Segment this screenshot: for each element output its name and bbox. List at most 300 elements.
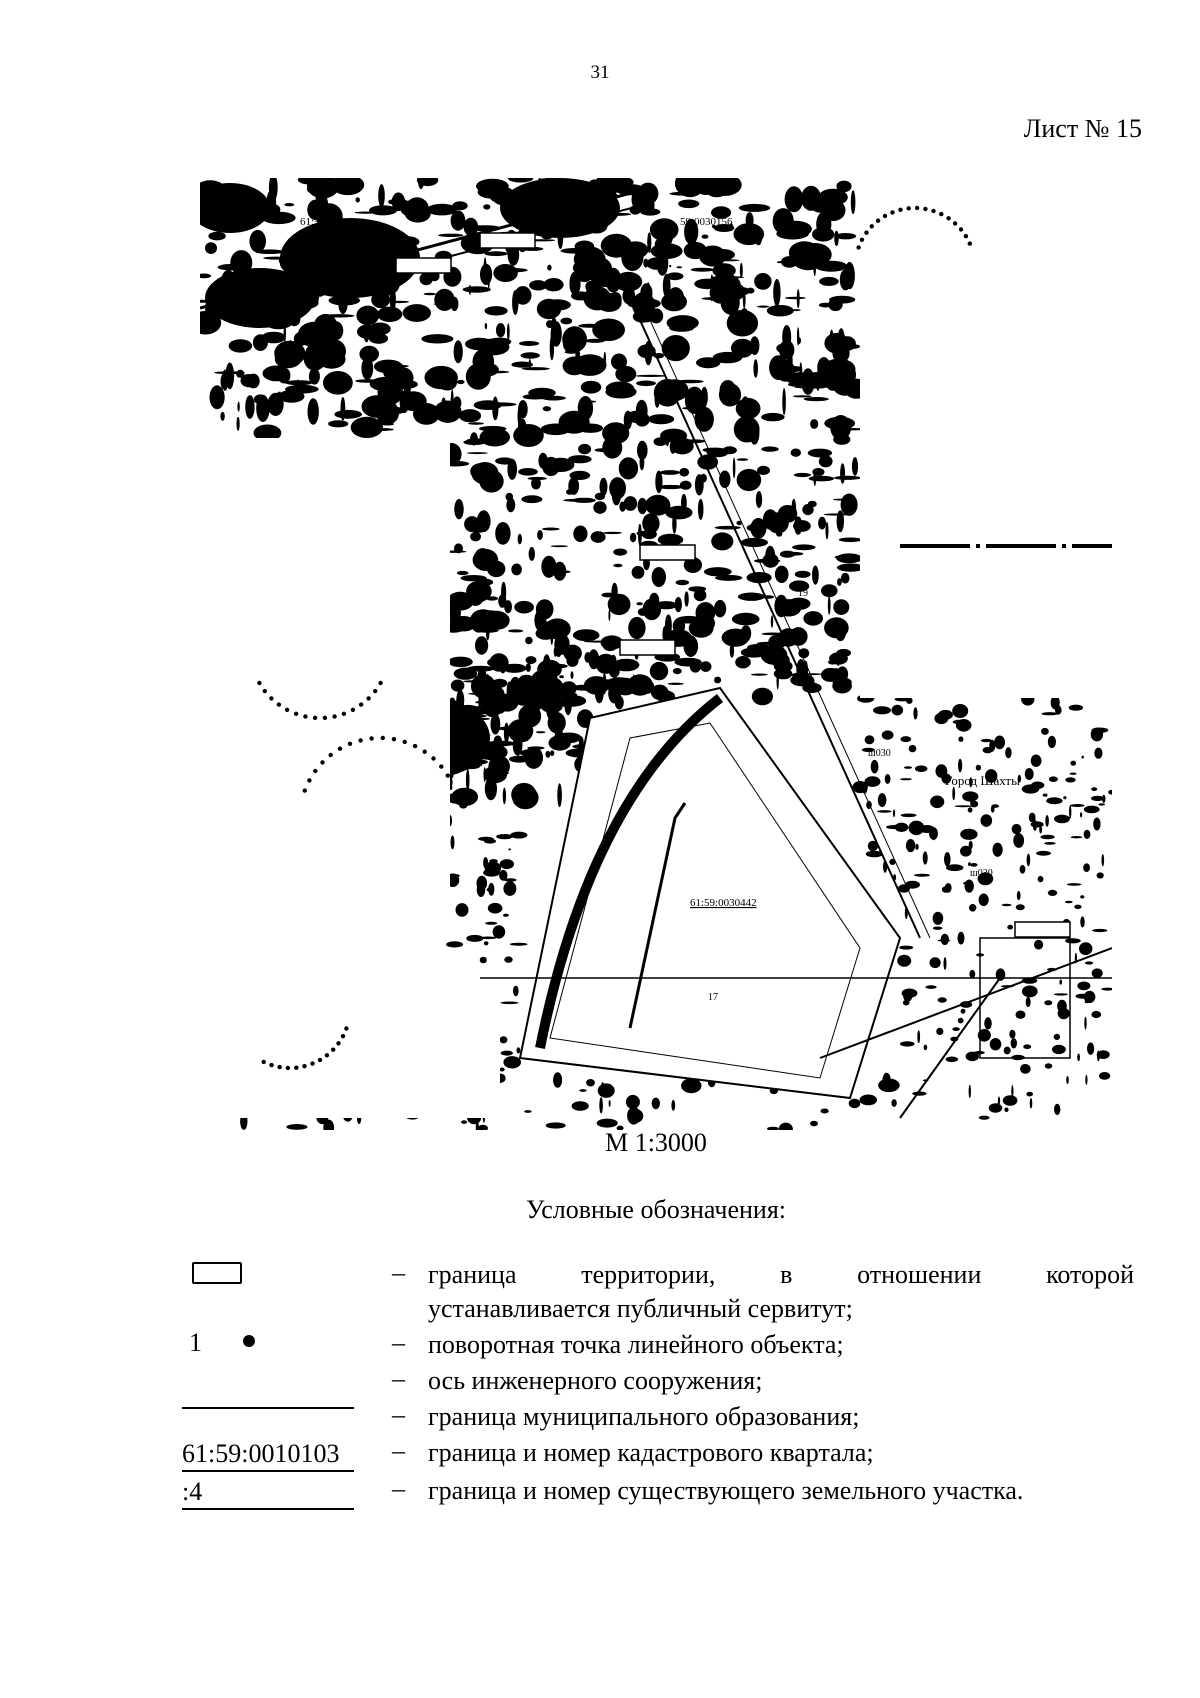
texture-blob bbox=[1080, 812, 1082, 817]
texture-blob bbox=[564, 645, 582, 662]
texture-blob bbox=[500, 661, 507, 674]
texture-blob bbox=[510, 832, 527, 839]
texture-blob bbox=[453, 396, 462, 409]
texture-blob bbox=[459, 409, 481, 422]
texture-blob bbox=[511, 564, 522, 576]
texture-blob bbox=[500, 1068, 505, 1072]
texture-blob bbox=[446, 941, 463, 947]
texture-blob bbox=[304, 346, 327, 371]
texture-blob bbox=[1044, 1000, 1052, 1005]
texture-blob bbox=[388, 199, 407, 206]
arc-dot bbox=[378, 681, 382, 685]
texture-blob bbox=[609, 1100, 611, 1107]
texture-blob bbox=[284, 203, 294, 206]
texture-blob bbox=[793, 395, 812, 397]
texture-blob bbox=[835, 233, 856, 239]
texture-blob bbox=[1048, 736, 1056, 748]
texture-blob bbox=[623, 287, 636, 305]
texture-blob bbox=[1083, 863, 1090, 872]
label-quarter-top-mid: 59:0030156 bbox=[680, 216, 733, 228]
texture-blob bbox=[641, 680, 655, 694]
texture-blob bbox=[285, 385, 319, 394]
texture-blob bbox=[288, 340, 294, 364]
texture-blob bbox=[564, 692, 572, 715]
texture-blob bbox=[1012, 824, 1022, 834]
texture-blob bbox=[702, 235, 709, 239]
arc-dot bbox=[338, 747, 342, 751]
texture-blob bbox=[457, 571, 469, 575]
texture-blob bbox=[210, 385, 225, 409]
texture-blob bbox=[962, 791, 978, 801]
texture-blob bbox=[381, 423, 394, 426]
label-parcel-main: 61:59:0030442 bbox=[690, 897, 757, 909]
texture-blob bbox=[673, 668, 682, 674]
texture-blob bbox=[601, 234, 632, 258]
texture-blob bbox=[1045, 815, 1049, 827]
texture-blob bbox=[1016, 904, 1025, 910]
texture-blob bbox=[475, 701, 494, 704]
servitude-rect-1[interactable] bbox=[480, 233, 535, 248]
texture-blob bbox=[825, 668, 845, 674]
texture-blob bbox=[470, 532, 481, 542]
texture-blob bbox=[649, 308, 663, 323]
texture-blob bbox=[541, 632, 567, 639]
texture-blob bbox=[655, 389, 660, 407]
texture-blob bbox=[681, 494, 687, 512]
texture-blob bbox=[878, 1079, 900, 1093]
texture-blob bbox=[518, 534, 522, 545]
texture-blob bbox=[374, 360, 403, 374]
texture-blob bbox=[882, 730, 894, 739]
texture-blob bbox=[901, 736, 912, 742]
texture-blob bbox=[486, 623, 490, 640]
texture-blob bbox=[824, 617, 849, 638]
texture-blob bbox=[1005, 747, 1011, 758]
texture-blob bbox=[669, 265, 671, 267]
texture-blob bbox=[703, 616, 715, 630]
arc-dot bbox=[959, 227, 963, 231]
texture-blob bbox=[828, 660, 837, 665]
texture-blob bbox=[773, 279, 780, 306]
legend-symbol-parcel: :4 bbox=[182, 1476, 354, 1510]
texture-blob bbox=[733, 458, 736, 479]
texture-blob bbox=[606, 382, 635, 396]
texture-blob bbox=[501, 582, 506, 604]
texture-blob bbox=[652, 567, 666, 587]
arc-dot bbox=[320, 760, 324, 764]
arc-dot bbox=[968, 241, 972, 245]
texture-blob bbox=[761, 413, 784, 421]
texture-blob bbox=[944, 957, 947, 970]
arc-dot bbox=[277, 702, 281, 706]
texture-blob bbox=[1027, 854, 1031, 867]
texture-blob bbox=[459, 657, 462, 662]
texture-blob bbox=[924, 1045, 928, 1051]
texture-blob bbox=[611, 583, 617, 601]
servitude-rect-5[interactable] bbox=[1015, 922, 1070, 937]
arc-dot bbox=[285, 708, 289, 712]
texture-blob bbox=[485, 323, 487, 329]
arc-dot bbox=[310, 1061, 314, 1065]
texture-blob bbox=[981, 814, 993, 827]
texture-blob bbox=[841, 494, 858, 516]
texture-blob bbox=[715, 575, 742, 581]
texture-blob bbox=[598, 1083, 615, 1097]
texture-blob bbox=[586, 282, 589, 291]
texture-blob bbox=[517, 1047, 521, 1053]
arc-dot bbox=[351, 708, 355, 712]
texture-blob bbox=[370, 428, 394, 431]
texture-blob bbox=[551, 545, 568, 547]
texture-blob bbox=[1054, 815, 1070, 824]
arc-dot bbox=[341, 1034, 345, 1038]
texture-blob bbox=[1002, 904, 1012, 907]
texture-blob bbox=[761, 446, 778, 451]
texture-blob bbox=[685, 387, 704, 414]
texture-blob bbox=[507, 682, 513, 700]
texture-blob bbox=[812, 566, 819, 585]
texture-blob bbox=[830, 330, 834, 353]
texture-blob bbox=[484, 251, 507, 256]
texture-blob bbox=[651, 243, 683, 259]
texture-blob bbox=[1039, 826, 1042, 834]
texture-blob bbox=[1046, 797, 1062, 804]
texture-blob bbox=[454, 543, 463, 553]
texture-blob bbox=[703, 448, 725, 453]
texture-blob bbox=[654, 437, 668, 446]
texture-blob bbox=[573, 685, 596, 691]
texture-blob bbox=[778, 221, 812, 238]
texture-blob bbox=[1054, 1034, 1060, 1040]
texture-blob bbox=[901, 814, 917, 818]
texture-blob bbox=[1043, 794, 1048, 797]
texture-blob bbox=[526, 656, 537, 664]
texture-blob bbox=[756, 491, 762, 508]
texture-blob bbox=[627, 1107, 640, 1125]
texture-blob bbox=[508, 629, 523, 632]
texture-blob bbox=[1011, 1038, 1017, 1048]
texture-blob bbox=[732, 613, 760, 626]
texture-blob bbox=[668, 683, 684, 685]
texture-blob bbox=[810, 419, 818, 429]
arc-dot bbox=[931, 209, 935, 213]
arc-dot bbox=[269, 1063, 273, 1067]
texture-blob bbox=[993, 843, 1003, 857]
texture-blob bbox=[1004, 1047, 1011, 1055]
texture-blob bbox=[642, 513, 659, 533]
texture-blob bbox=[405, 205, 431, 223]
texture-blob bbox=[560, 318, 572, 325]
texture-blob bbox=[960, 846, 972, 857]
arc-dot bbox=[439, 764, 443, 768]
texture-blob bbox=[602, 673, 606, 694]
arc-dot bbox=[864, 231, 868, 235]
texture-blob bbox=[666, 272, 683, 280]
texture-blob bbox=[662, 335, 690, 361]
texture-blob bbox=[747, 644, 771, 651]
texture-blob bbox=[524, 1110, 532, 1113]
texture-blob bbox=[711, 276, 745, 278]
texture-blob bbox=[557, 783, 562, 807]
texture-blob bbox=[581, 381, 602, 394]
texture-blob bbox=[675, 597, 682, 612]
arc-dot bbox=[323, 716, 327, 720]
texture-blob bbox=[484, 941, 489, 945]
texture-blob bbox=[834, 476, 861, 480]
texture-blob bbox=[496, 323, 505, 337]
texture-blob bbox=[518, 468, 538, 476]
texture-blob bbox=[979, 1116, 990, 1120]
texture-blob bbox=[503, 914, 509, 917]
texture-blob bbox=[494, 736, 502, 747]
legend-dash-2: – bbox=[392, 1328, 405, 1357]
texture-blob bbox=[1036, 851, 1051, 856]
texture-blob bbox=[447, 367, 451, 382]
arc-dot bbox=[403, 740, 407, 744]
texture-blob bbox=[485, 466, 496, 480]
texture-blob bbox=[727, 310, 758, 337]
page-number: 31 bbox=[590, 62, 610, 83]
label-point-17: 17 bbox=[708, 992, 718, 1003]
texture-blob bbox=[1063, 796, 1066, 799]
texture-blob bbox=[1065, 901, 1073, 904]
texture-blob bbox=[739, 204, 771, 212]
texture-blob bbox=[774, 660, 793, 672]
texture-blob bbox=[930, 957, 941, 968]
texture-blob bbox=[1084, 830, 1091, 839]
texture-blob bbox=[837, 578, 842, 586]
texture-blob bbox=[1093, 818, 1100, 831]
map-svg[interactable] bbox=[200, 178, 1112, 1130]
map[interactable] bbox=[200, 178, 1112, 1130]
texture-blob bbox=[935, 716, 946, 718]
sheet-label: Лист № 15 bbox=[1023, 114, 1142, 143]
texture-blob bbox=[1048, 890, 1057, 896]
texture-blob bbox=[969, 970, 975, 978]
texture-blob bbox=[648, 414, 674, 424]
texture-blob bbox=[821, 1109, 829, 1114]
arc-dot bbox=[329, 753, 333, 757]
texture-blob bbox=[586, 1079, 595, 1086]
arc-dot bbox=[964, 234, 968, 238]
texture-blob bbox=[1042, 712, 1059, 715]
texture-blob bbox=[1065, 777, 1075, 782]
texture-blob bbox=[969, 904, 976, 912]
texture-blob bbox=[981, 739, 992, 742]
texture-blob bbox=[979, 894, 989, 907]
texture-blob bbox=[503, 788, 506, 805]
texture-blob bbox=[754, 273, 771, 290]
texture-blob bbox=[741, 396, 749, 412]
texture-blob bbox=[919, 825, 934, 833]
texture-blob bbox=[611, 275, 621, 283]
texture-blob bbox=[1031, 755, 1042, 767]
texture-blob bbox=[323, 371, 353, 395]
texture-blob bbox=[990, 1038, 1002, 1050]
servitude-rect-3[interactable] bbox=[640, 545, 695, 560]
blank-region-left bbox=[200, 438, 450, 918]
texture-blob bbox=[501, 1051, 513, 1056]
legend-text-4: граница муниципального образования; bbox=[428, 1402, 860, 1431]
texture-blob bbox=[632, 566, 645, 579]
texture-blob bbox=[803, 611, 823, 626]
texture-blob bbox=[740, 287, 750, 295]
texture-blob bbox=[1011, 1085, 1013, 1098]
texture-blob bbox=[1041, 728, 1049, 735]
texture-blob bbox=[489, 859, 497, 863]
texture-blob bbox=[698, 499, 704, 520]
texture-blob bbox=[679, 468, 689, 477]
texture-blob bbox=[504, 878, 517, 881]
texture-blob bbox=[715, 526, 741, 530]
texture-blob bbox=[553, 562, 566, 581]
texture-blob bbox=[1082, 756, 1084, 759]
texture-blob bbox=[794, 516, 802, 534]
texture-blob bbox=[547, 265, 551, 271]
arc-dot bbox=[332, 714, 336, 718]
texture-blob bbox=[1099, 1072, 1110, 1080]
legend-text-6: граница и номер существующего земельного участка. bbox=[428, 1476, 1024, 1505]
texture-blob bbox=[958, 1018, 964, 1024]
texture-blob bbox=[1091, 1011, 1101, 1018]
texture-blob bbox=[584, 257, 612, 282]
texture-blob bbox=[680, 481, 692, 490]
texture-blob bbox=[503, 1056, 521, 1068]
texture-blob bbox=[624, 496, 637, 511]
texture-blob bbox=[767, 305, 794, 316]
texture-blob bbox=[1003, 1095, 1018, 1106]
texture-blob bbox=[424, 293, 436, 296]
texture-blob bbox=[989, 1103, 1003, 1112]
texture-blob bbox=[785, 297, 806, 299]
texture-blob bbox=[278, 368, 291, 384]
texture-blob bbox=[566, 489, 574, 495]
texture-blob bbox=[944, 852, 951, 866]
texture-blob bbox=[791, 499, 796, 520]
texture-blob bbox=[637, 441, 648, 460]
texture-blob bbox=[903, 991, 912, 1001]
texture-blob bbox=[628, 617, 645, 639]
texture-blob bbox=[1031, 821, 1044, 827]
texture-blob bbox=[804, 397, 829, 401]
texture-blob bbox=[648, 197, 655, 214]
texture-blob bbox=[508, 848, 511, 850]
texture-blob bbox=[933, 927, 943, 930]
texture-blob bbox=[655, 471, 662, 494]
arc-dot bbox=[923, 207, 927, 211]
arc-dot bbox=[302, 1064, 306, 1068]
texture-blob bbox=[1026, 1092, 1033, 1097]
texture-blob bbox=[483, 869, 500, 877]
texture-blob bbox=[955, 805, 972, 807]
texture-blob bbox=[833, 434, 850, 445]
texture-blob bbox=[464, 516, 480, 532]
legend-symbol-municipal-line bbox=[182, 1407, 354, 1409]
texture-blob bbox=[1080, 916, 1084, 927]
legend-dash-3: – bbox=[392, 1364, 405, 1393]
texture-blob bbox=[438, 234, 463, 237]
texture-blob bbox=[1069, 705, 1083, 711]
texture-blob bbox=[830, 363, 857, 386]
texture-blob bbox=[936, 1028, 943, 1035]
texture-blob bbox=[952, 1027, 959, 1031]
texture-blob bbox=[608, 609, 610, 621]
label-small-2: ш030 bbox=[970, 868, 993, 879]
texture-blob bbox=[550, 335, 554, 360]
texture-blob bbox=[1094, 748, 1102, 759]
texture-blob bbox=[485, 550, 490, 555]
texture-blob bbox=[1071, 836, 1083, 838]
texture-blob bbox=[808, 449, 832, 458]
arc-dot bbox=[331, 1048, 335, 1052]
texture-blob bbox=[636, 375, 667, 377]
texture-blob bbox=[493, 925, 506, 938]
texture-blob bbox=[1084, 806, 1100, 814]
arc-dot bbox=[876, 219, 880, 223]
arc-dot bbox=[294, 1066, 298, 1070]
texture-blob bbox=[1066, 1076, 1069, 1084]
label-point-19: 19 bbox=[798, 588, 808, 599]
texture-blob bbox=[798, 337, 801, 344]
texture-blob bbox=[221, 373, 228, 389]
texture-blob bbox=[1084, 1017, 1086, 1030]
texture-blob bbox=[488, 883, 494, 896]
arc-dot bbox=[358, 738, 362, 742]
texture-blob bbox=[485, 922, 497, 925]
arc-dot bbox=[318, 1058, 322, 1062]
texture-blob bbox=[991, 806, 995, 813]
texture-blob bbox=[483, 857, 488, 868]
legend-dash-1: – bbox=[392, 1258, 405, 1287]
texture-blob bbox=[923, 851, 928, 864]
texture-blob bbox=[475, 636, 488, 654]
texture-blob bbox=[775, 566, 789, 583]
texture-blob bbox=[821, 584, 838, 597]
texture-blob bbox=[860, 1095, 878, 1106]
texture-blob bbox=[508, 719, 534, 742]
texture-blob bbox=[1102, 795, 1105, 803]
arc-dot bbox=[348, 742, 352, 746]
texture-blob bbox=[284, 324, 286, 342]
texture-blob bbox=[969, 1085, 971, 1098]
texture-blob bbox=[526, 663, 531, 672]
texture-blob bbox=[1058, 1008, 1070, 1019]
texture-blob bbox=[915, 765, 927, 772]
texture-blob bbox=[915, 844, 918, 850]
texture-blob bbox=[1045, 1063, 1053, 1068]
texture-blob bbox=[538, 453, 547, 469]
texture-blob bbox=[667, 287, 684, 310]
texture-blob bbox=[308, 398, 319, 424]
arc-dot bbox=[915, 206, 919, 210]
texture-blob bbox=[513, 986, 519, 997]
texture-blob bbox=[323, 340, 346, 364]
servitude-rect-4[interactable] bbox=[620, 640, 675, 655]
texture-blob bbox=[1007, 925, 1013, 930]
texture-blob bbox=[403, 304, 431, 322]
texture-blob bbox=[519, 341, 539, 346]
texture-blob bbox=[500, 1036, 508, 1043]
texture-blob bbox=[477, 667, 486, 691]
texture-blob bbox=[477, 287, 481, 290]
legend-dash-5: – bbox=[392, 1436, 405, 1465]
servitude-rect-2[interactable] bbox=[396, 258, 451, 273]
texture-blob bbox=[934, 713, 948, 724]
arc-dot bbox=[953, 221, 957, 225]
texture-blob bbox=[355, 379, 381, 383]
texture-blob bbox=[812, 468, 824, 476]
texture-blob bbox=[524, 747, 543, 769]
